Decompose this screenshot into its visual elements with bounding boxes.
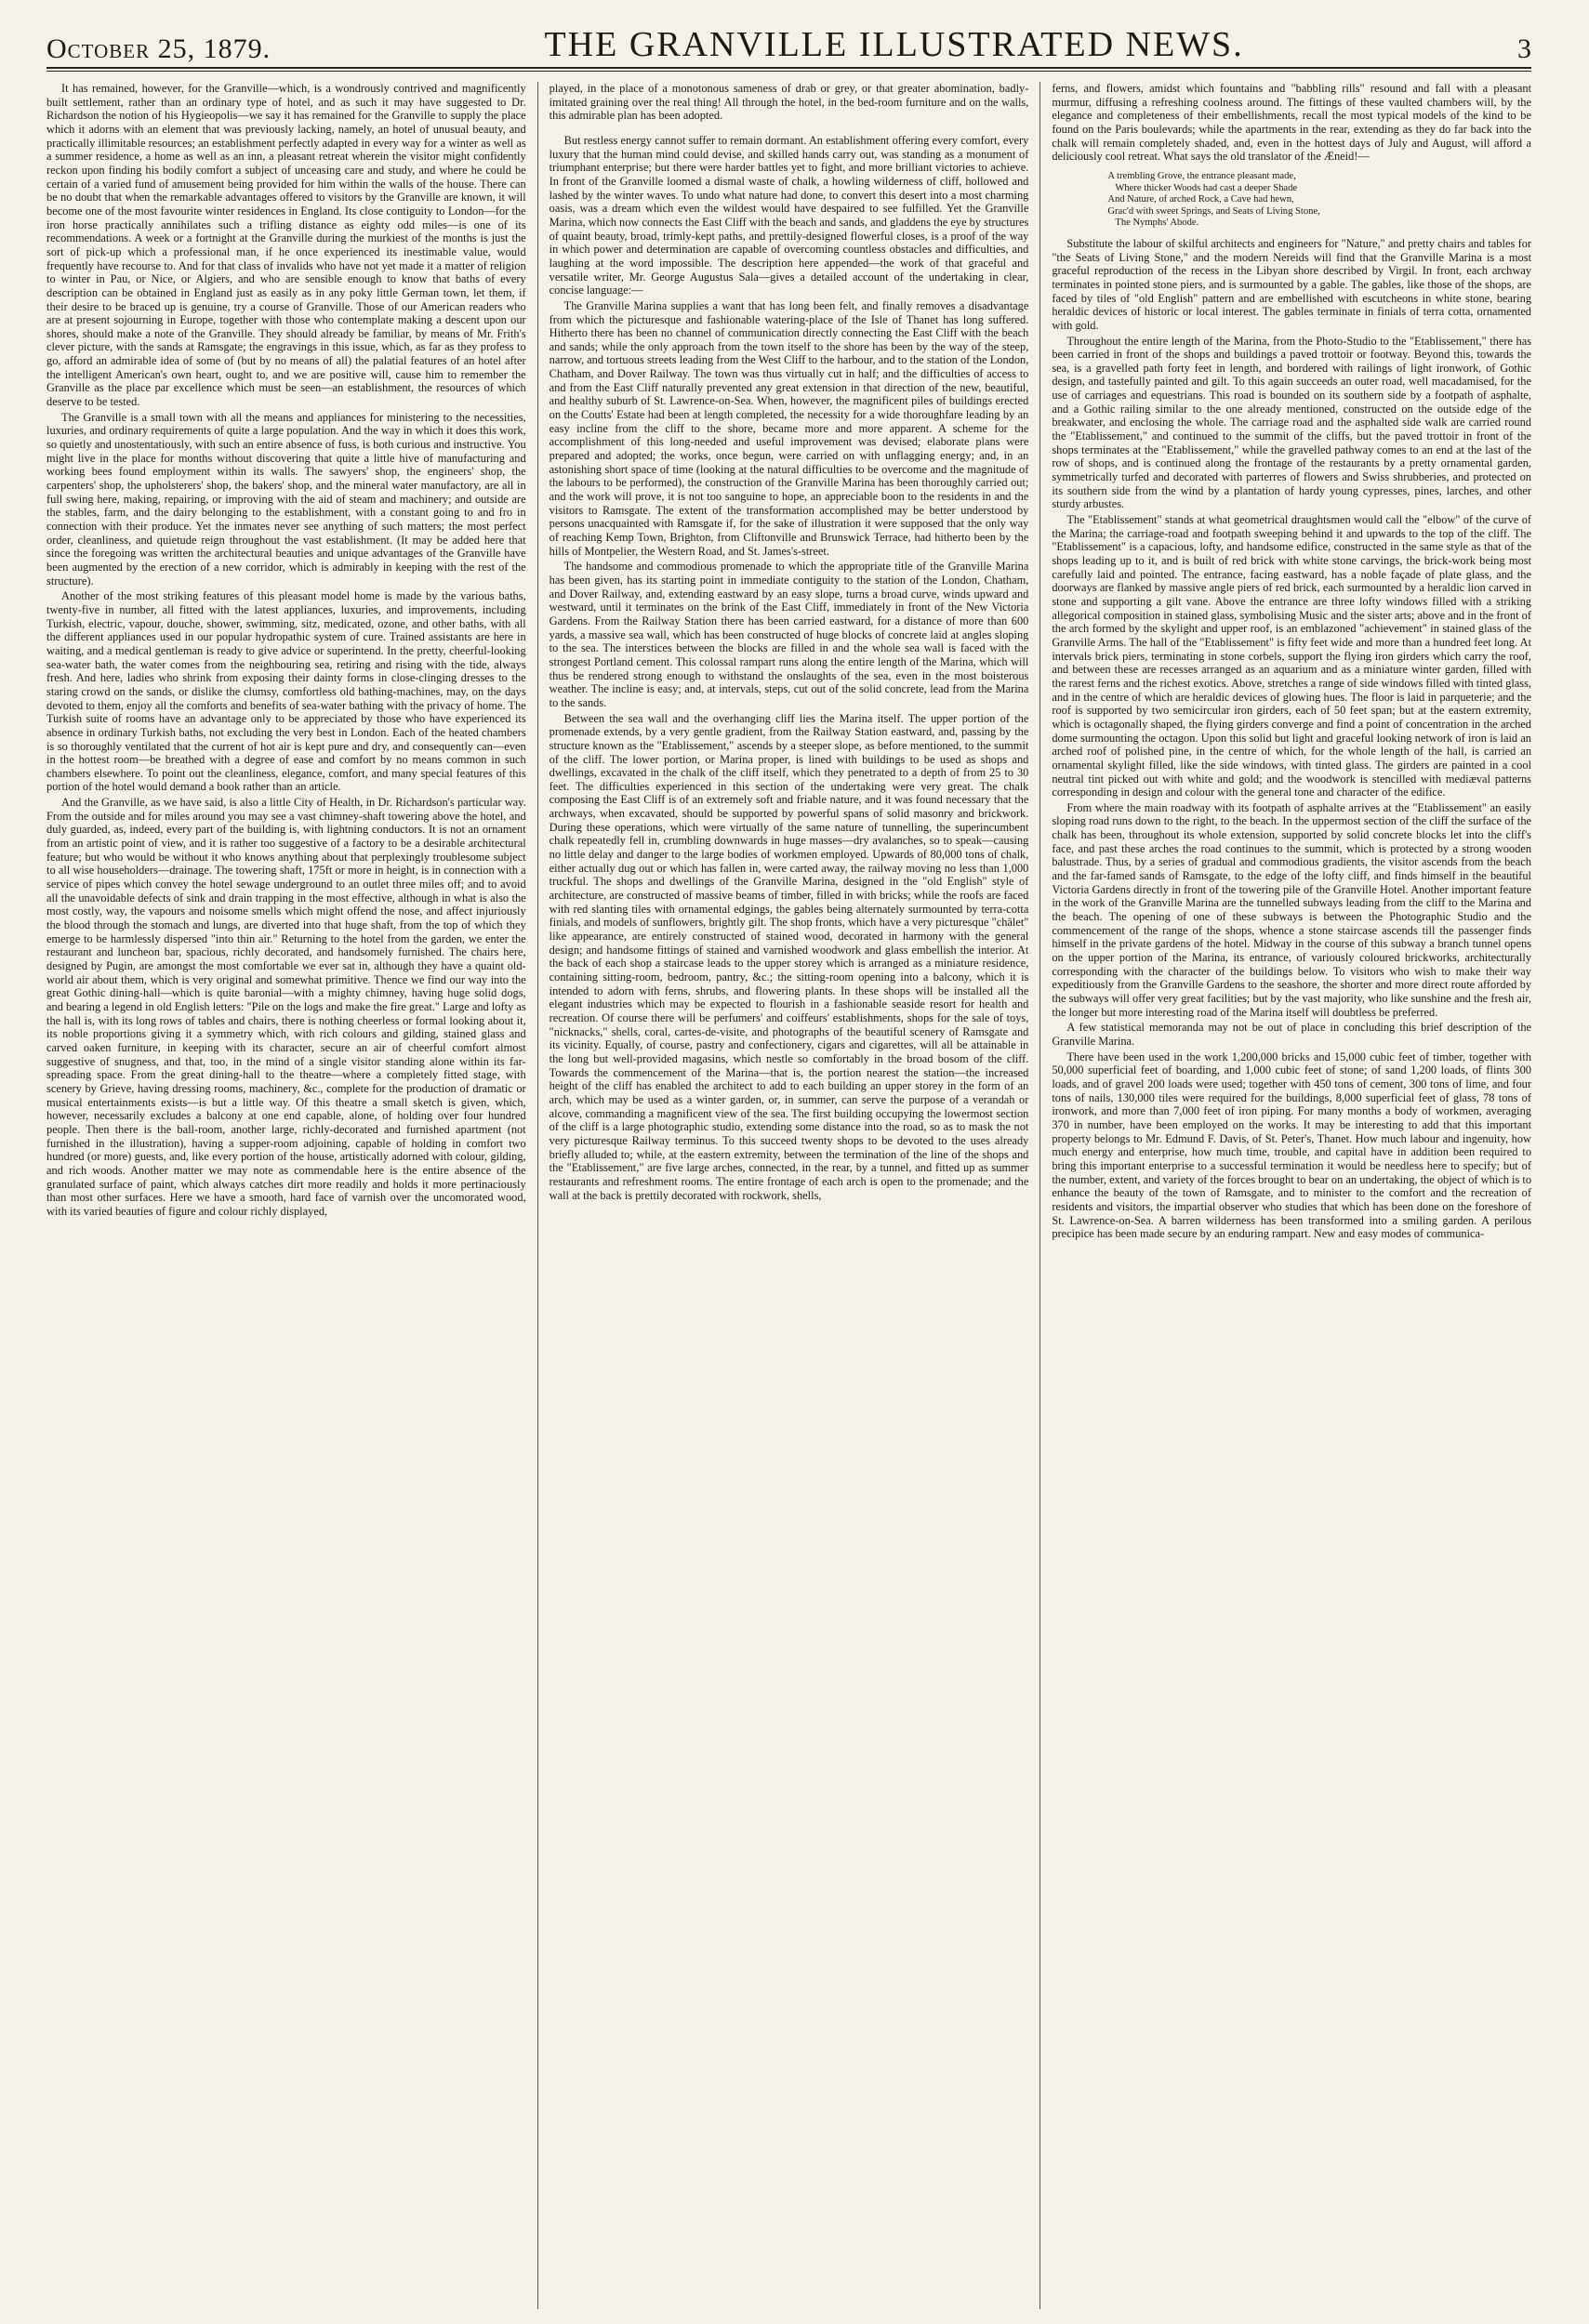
paragraph: played, in the place of a monotonous sameness of drab or grey, or that greater abomination, badly-imitated graining over the real thing! All through the hotel, in the bed-room furniture and on the walls, this admirable plan has been adopted. — [549, 82, 1029, 123]
issue-date: October 25, 1879. — [46, 33, 271, 64]
verse-line: Where thicker Woods had cast a deeper Shade — [1115, 182, 1298, 193]
paragraph: And the Granville, as we have said, is also a little City of Health, in Dr. Richardson's particular way. From the outside and for miles around you may see a vast chimney-shaft towering above the hotel, and duly guarded, as, indeed, every part of the building is, with lightning conductors. It is not an ornament from an artistic point of view, and it is rather too suggestive of a factory to be a desirable architectural feature; but who would be without it who knows anything about that perplexingly troublesome subject to all wise householders—drainage. The towering shaft, 175ft or more in height, is in connection with a service of pipes which convey the hotel sewage underground to an outlet three miles off; and to avoid all the unavoidable defects of sink and drain trapping in the most effective, although in what is also the most costly, way, the vapours and noisome smells which might offend the nose, and affect injuriously the blood through the stomach and lungs, are diverted into that huge shaft, from the top of which they emerge to be harmlessly dispersed "into thin air." Returning to the hotel from the garden, we enter the restaurant and luncheon bar, spacious, richly decorated, and handsomely furnished. The chairs here, designed by Pugin, are amongst the most comfortable we ever sat in, although they have a quaint old-world air about them, which is very original and somewhat primitive. Thence we find our way into the great Gothic dining-hall—which is quite baronial—with a mighty chimney, having huge solid dogs, and bearing a legend in old English letters: "Pile on the logs and make the fire great." Large and lofty as the hall is, with its long rows of tables and chairs, there is nothing cheerless or formal looking about it, its noble proportions giving it a symmetry which, with rich colours and gilding, stained glass and carved oaken furniture, in keeping with its character, secure an air of cheerful comfort almost suggestive of snugness, and that, too, in the mind of a single visitor standing alone within its far-spreading space. From the great dining-hall to the theatre—where a completely fitted stage, with scenery by Grieve, having dressing rooms, machinery, &c., complete for the production of dramatic or musical entertainments exists—is but a little way. Of this theatre a small sketch is given, which, however, necessarily excludes a balcony at one end capable, alone, of holding over four hundred people. Then there is the ball-room, another large, richly-decorated and furnished apartment (not furnished in the illustration), having a supper-room adjoining, capable of holding in comfort two hundred (or more) guests, and, like every portion of the house, artistically adorned with colour, gilding, and rich woods. Another matter we may note as commendable here is the entire absence of the granulated surface of paint, which always catches dirt more readily and holds it more pertinaciously than most other surfaces. Here we have a smooth, hard face of varnish over the uncomorated wood, with its varied beauties of figure and colour richly displayed, — [46, 796, 526, 1218]
paragraph: The "Etablissement" stands at what geometrical draughtsmen would call the "elbow" of the curve of the Marina; the carriage-road and footpath sweeping behind it and upwards to the top of the cliff. The "Etablissement" is a capacious, lofty, and handsome edifice, constructed in the same style as that of the shops leading up to it, and is built of red brick with white stone carvings, the brick-work being most carefully laid and pointed. The entrance, facing eastward, has a noble façade of plate glass, and the doorways are flanked by massive angle piers of red brick, each surmounted by a heraldic lion carved in stone and supporting a gilt vane. Above the entrance are three lofty windows filled with a striking allegorical composition in stained glass, symbolising Music and the sister arts; above and in the front of the arch formed by the skylight and upper roof, is an emblazoned "achievement" in stained glass of the Granville Arms. The hall of the "Etablissement" is fifty feet wide and more than a hundred feet long. At intervals brick piers, terminating in stone corbels, support the flying iron girders which carry the roof, and between these are recesses arranged as an aquarium and as a miniature winter garden, filled with the rarest ferns and the richest exotics. Above, stretches a range of side windows filled with tinted glass, and in the centre of which are heraldic devices of glowing hues. The floor is laid in parqueterie; and the roof is supported by two semicircular iron girders, each of 50 feet span; but at the eastern extremity, which is octagonally shaped, the flying girders converge and find a point of concentration in the arched dome surmounting the octagon. Upon this solid but light and graceful looking network of iron is laid an arched roof of polished pine, in the centre of which, for the whole length of the hall, is carried an ornamental skylight filled, like the side windows, with tinted glass. The girders are painted in a cool neutral tint picked out with white and gold; and the woodwork is stencilled with mediæval patterns corresponding in design and colour with the general tone and character of the edifice. — [1052, 513, 1532, 799]
verse-quotation — [1107, 171, 1531, 230]
article-columns — [46, 82, 1531, 2309]
paragraph: Another of the most striking features of this pleasant model home is made by the various baths, twenty-five in number, all fitted with the latest appliances, luxuries, and improvements, including Turkish, electric, vapour, douche, shower, swimming, sitz, medicated, ozone, and other baths, with all the different appliances used in our popular hydropathic system of cure. Trained assistants are here in waiting, and a medical gentleman is ready to give advice or superintend. In the pretty, cheerful-looking sea-water bath, the water comes from the neighbouring sea, retiring and rising with the tide, always fresh. And here, ladies who shrink from exposing their dainty forms in close-clinging dresses to the staring crowd on the sands, or dislike the clumsy, comfortless old bathing-machines, may, on the days devoted to them, enjoy all the comforts and benefits of sea-water bathing with the privacy of home. The Turkish suite of rooms have an advantage only to be appreciated by those who have experienced its absence in ordinary Turkish baths, not excluding the very best in London. Each of the heated chambers is so thoroughly ventilated that the current of hot air is kept pure and dry, and consequently can—even in the hottest room—be breathed with a degree of ease and comfort by no means common in such chambers elsewhere. To point out the cleanliness, elegance, comfort, and many special features of this portion of the hotel would demand a book rather than an article. — [46, 589, 526, 794]
column-3 — [1039, 82, 1531, 2309]
paragraph: A few statistical memoranda may not be out of place in concluding this brief description of the Granville Marina. — [1052, 1021, 1532, 1048]
column-1 — [46, 82, 537, 2309]
verse-line: Grac'd with sweet Springs, and Seats of Living Stone, — [1107, 205, 1320, 217]
paragraph: Throughout the entire length of the Marina, from the Photo-Studio to the "Etablissement," there has been carried in front of the shops and buildings a paved trottoir or footway. Beyond this, towards the sea, is a gravelled path forty feet in length, and bordered with railings of light ironwork, of Gothic design, and tastefully painted and gilt. To this again succeeds an outer road, well macadamised, for the use of carriages and equestrians. This road is bounded on its southern side by a footpath of asphalte, and a Gothic railing similar to the one already mentioned, constructed on the outside edge of the breakwater, and enclosing the whole. The carriage road and the asphalted side walk are carried round the "Etablissement," and continued to the summit of the cliffs, but the paved trottoir in front of the shops terminates at the "Etablissement," while the gravelled pathway comes to an end at the last of the row of shops, and is continued along the frontage of the restaurants by a pretty ornamental garden, symmetrically turfed and decorated with parterres of flowers and Swiss shrubberies, and protected on its southern side from the wind by a plantation of hardy young cypresses, pines, larches, and other sturdy arbustes. — [1052, 334, 1532, 511]
paragraph: It has remained, however, for the Granville—which, is a wondrously contrived and magnificently built settlement, rather than an ordinary type of hotel, and as such it may have suggested to Dr. Richardson the notion of his Hygieopolis—we say it has remained for the Granville to supply the place which it adorns with an element that was previously lacking, namely, an hotel of unusual beauty, and practically illimitable resources; an establishment perfectly adapted in every way for a winter as well as a summer residence, a home as well as an inn, a pleasant retreat wherein the visitor might confidently reckon upon finding his bodily comfort a subject of unceasing care and study, and where he could be certain of a varied fund of amusement being provided for him within the walls of the house. There can be no doubt that when the remarkable advantages offered to visitors by the Granville are known, it will become one of the most favourite winter residences in England. Its close contiguity to London—for the iron horse practically annihilates such a trifling distance as eighty odd miles—is one of its recommendations. A week or a fortnight at the Granville during the murkiest of the months is just the sort of pick-up which a professional man, if he once experienced its inestimable value, would frequently have recourse to. And for that class of invalids who have not yet made it a matter of religion to winter in Pau, or Nice, or Algiers, and who are sensible enough to know that baths of every description can be obtained in England just as easily as in any poky little German town, let them, if their desire to be braced up is genuine, try a course of Granville. Those of our American readers who are at present sojourning in Europe, together with those who contemplate making a descent upon our shores, should make a note of the Granville. They should already be familiar, by means of Mr. Frith's clever picture, with the sands at Ramsgate; the engravings in this issue, which, as far as they profess to go, afford an admirable idea of some of (but by no means of all) the palatial features of an hotel after the intelligent American's own heart, ought to, and we are positive will, cause him to remember the Granville as the place par excellence which must be seen—an establishment, the resources of which deserve to be tested. — [46, 82, 526, 409]
paragraph: The handsome and commodious promenade to which the appropriate title of the Granville Marina has been given, has its starting point in immediate contiguity to the station of the London, Chatham, and Dover Railway, and, extending eastward by an easy slope, turns a broad curve, winds upward and westward, until it terminates on the brink of the East Cliff, immediately in front of the New Victoria Gardens. From the Railway Station there has been carried eastward, for a distance of more than 600 yards, a massive sea wall, which has been constructed of huge blocks of concrete laid at angles sloping to the sea. The interstices between the blocks are filled in and the whole sea wall is faced with the strongest Portland cement. This colossal rampart runs along the entire length of the Marina, which will thus be rendered strong enough to withstand the onslaughts of the sea, even in the most boisterous weather. The incline is easy; and, at intervals, steps, cut out of the solid concrete, lead from the Marina to the sands. — [549, 560, 1029, 709]
verse-line: A trembling Grove, the entrance pleasant made, — [1107, 170, 1296, 181]
page-number: 3 — [1517, 33, 1531, 64]
page-header — [46, 26, 1531, 65]
header-rule — [46, 67, 1531, 72]
paragraph: There have been used in the work 1,200,000 bricks and 15,000 cubic feet of timber, together with 50,000 superficial feet of boarding, and 1,000 cubic feet of stone; of sand 1,200 loads, of flints 300 loads, and of gravel 200 loads were used; together with 450 tons of cement, 300 tons of lime, and four tons of nails, 130,000 tiles were required for the buildings, 8,000 superficial feet of glass, 78 tons of ironwork, and more than 7,000 feet of iron piping. For many months a body of workmen, averaging 370 in number, have been employed on the works. It may be interesting to add that this important property belongs to Mr. Edmund F. Davis, of St. Peter's, Thanet. How much labour and ingenuity, how much energy and enterprise, how much time, trouble, and capital have in addition been required to bring this important enterprise to a successful termination it would be needless here to specify; but of the number, extent, and variety of the forces brought to bear on an undertaking, the object of which is to enhance the beauty of the town of Ramsgate, and to minister to the comfort and the recreation of residents and visitors, the impartial observer who studies that which has been done on the foreshore of St. Lawrence-on-Sea. A barren wilderness has been transformed into a smiling garden. A perilous precipice has been made secure by an enduring rampart. New and easy modes of communica- — [1052, 1050, 1532, 1241]
verse-line: And Nature, of arched Rock, a Cave had hewn, — [1107, 194, 1294, 205]
paragraph: The Granville is a small town with all the means and appliances for ministering to the necessities, luxuries, and ordinary requirements of quite a large population. And the way in which it does this work, so quietly and unostentatiously, with such an entire absence of fuss, is both curious and instructive. You might live in the place for months without discovering that quite a little hive of manufacturing and working bees found employment within its walls. The sawyers' shop, the engineers' shop, the carpenters' shop, the upholsterers' shop, the bakers' shop, and the mineral water manufactory, are all in full swing here, making, repairing, or improving with the aid of steam and machinery; and outside are the stables, farm, and the dairy belonging to the establishment, with a constant going to and fro in connection with their produce. Yet the inmates never see anything of such matters; the most perfect order, cleanliness, and quietude reign throughout the vast establishment. (It may be added here that since the foregoing was written the architectural beauties and unique advantages of the Granville have been augmented by the erection of a new corridor, which is admirably in keeping with the rest of the structure). — [46, 410, 526, 588]
verse-line: The Nymphs' Abode. — [1115, 218, 1199, 229]
newspaper-title: THE GRANVILLE ILLUSTRATED NEWS. — [544, 25, 1244, 64]
paragraph: Substitute the labour of skilful architects and engineers for "Nature," and pretty chairs and tables for "the Seats of Living Stone," and the modern Nereids will find that the Granville Marina is a most graceful reproduction of the recess in the Libyan shore described by Virgil. In front, each archway terminates in pointed stone piers, and is surmounted by a gable. The gables, like those of the shops, are faced by tiles of "old English" pattern and are embellished with escutcheons in white stone, bearing heraldic devices of historic or local interest. The gables terminate in finials of terra cotta, ornamented with gold. — [1052, 236, 1532, 332]
paragraph: ferns, and flowers, amidst which fountains and "babbling rills" resound and fall with a pleasant murmur, diffusing a refreshing coolness around. The fittings of these vaulted chambers will, by the elegance and completeness of their embellishments, recall the most typical models of the kind to be found on the Paris boulevards; while the apartments in the rear, extending as they do far back into the chalk will remain completely shaded, and, even in the hottest days of July and August, will afford a deliciously cool retreat. What says the old translator of the Æneid!— — [1052, 82, 1532, 164]
paragraph: Between the sea wall and the overhanging cliff lies the Marina itself. The upper portion of the promenade extends, by a very gentle gradient, from the Railway Station eastward, and, passing by the structure known as the "Etablissement," ascends by a steeper slope, as before mentioned, to the summit of the cliff. The lower portion, or Marina proper, is lined with buildings to be used as shops and dwellings, excavated in the chalk of the cliff itself, which they penetrated to a depth of from 25 to 30 feet. The difficulties experienced in this section of the undertaking were very great. The chalk composing the East Cliff is of an extremely soft and friable nature, and it was found necessary that the archways, when excavated, should be supported by powerful spans of solid masonry and brickwork. During these operations, which were virtually of the same nature of tunnelling, the superincumbent chalk repeatedly fell in, crumbling downwards in huge masses—dry avalanches, so to speak—causing no little delay and danger to the large bodies of workmen employed. Upwards of 80,000 tons of chalk, either actually dug out or which has fallen in, were carted away, the railway moving no less than 1,000 truckful. The shops and dwellings of the Granville Marina, designed in the "old English" style of architecture, are constructed of massive beams of timber, filled in with bricks; while the roofs are faced with red slanting tiles with ornamental edgings, the gables being alternately surmounted by terra-cotta finials, and models of sunflowers, brightly gilt. The shop fronts, which have a very picturesque "châlet" like appearance, are entirely constructed of stained wood, decorated in harmony with the general design; and handsome fittings of stained and varnished woodwork and glass embellish the interior. At the back of each shop a staircase leads to the upper storey which is arranged as a miniature residence, containing sitting-room, bedroom, pantry, &c.; the sitting-room opening into a balcony, which it is intended to adorn with ferns, shrubs, and flowering plants. In these shops will be installed all the elegant industries which may be expected to flourish in a fashionable seaside resort for health and recreation. Of course there will be perfumers' and coiffeurs' establishments, shops for the sale of toys, "nicknacks," shells, coral, cartes-de-visite, and photographs of the beautiful scenery of Ramsgate and its vicinity. Equally, of course, pastry and confectionery, cigars and cigarettes, will all be attainable in the long but well-provided magasins, which nestle so comfortably in the broad bosom of the cliff. Towards the commencement of the Marina—that is, the portion nearest the station—the increased height of the cliff has enabled the architect to add to each building an upper storey in the form of an arch, which may be used as a winter garden, or, in summer, can serve the purpose of a verandah or alcove, commanding a magnificent view of the sea. The first building occupying the lowermost section of the cliff is a large photographic studio, extending some distance into the road, so as to mask the not very picturesque Railway terminus. To this succeed twenty shops to be devoted to the uses already briefly alluded to; while, at the eastern extremity, between the termination of the line of the shops and the "Etablissement," are five large arches, connected, in the rear, by a tunnel, and fitted up as summer restaurants and refreshment rooms. The entire frontage of each arch is open to the promenade; and the wall at the back is prettily decorated with rockwork, shells, — [549, 711, 1029, 1202]
paragraph: But restless energy cannot suffer to remain dormant. An establishment offering every comfort, every luxury that the human mind could devise, and skilled hands carry out, was standing as a monument of triumphant enterprise; but there were harder battles yet to fight, and more brilliant victories to achieve. In front of the Granville loomed a dismal waste of chalk, a howling wilderness of cliff, hollowed and lashed by the winter waves. To undo what nature had done, to convert this desert into a most charming oasis, was a dream which even the wildest would have despaired to see fulfilled. Yet the Granville Marina, which now connects the East Cliff with the beach and sands, and gladdens the eye by structures of quaint beauty, broad, trimly-kept paths, and prettily-designed flowerful closes, is a proof of the way in which power and determination are capable of overcoming countless obstacles and difficulties, and laughing at the word impossible. The description here appended—the work of that graceful and versatile writer, Mr. George Augustus Sala—gives a detailed account of the undertaking in clear, concise language:— — [549, 133, 1029, 297]
paragraph: The Granville Marina supplies a want that has long been felt, and finally removes a disadvantage from which the picturesque and fashionable watering-place of the Isle of Thanet has long suffered. Hitherto there has been no channel of communication directly connecting the East Cliff with the beach and sands; while the only approach from the town itself to the shore has been by the way of the steep, narrow, and tortuous streets leading from the West Cliff to the harbour, and to the station of the London, Chatham, and Dover Railway. The town was thus virtually cut in half; and the difficulties of access to and from the East Cliff naturally prevented any great extension in that direction of the new, beautiful, and healthy suburb of St. Lawrence-on-Sea. When, however, the magnificent piles of buildings erected on the Coutts' Estate had been at length completed, the necessity for a wide thoroughfare leading by an easy incline from the cliff to the shore, became more and more apparent. A scheme for the accomplishment of this long-needed and useful improvement was devised; elaborate plans were prepared and adopted; the works, once begun, were carried on with unflagging energy; and, in an astonishing short space of time (looking at the natural difficulties to be overcome and the magnitude of the labours to be performed), the construction of the Granville Marina has been thoroughly carried out; and the work will prove, it is not too sanguine to hope, an appreciable boon to the residents in and the visitors to Ramsgate. The extent of the transformation accomplished may be better understood by persons unacquainted with Ramsgate if, for the sake of illustration it were supposed that the only way of reaching Kemp Town, Brighton, from Cliftonville and Brunswick Terrace, had hitherto been by the hills of Montpelier, the Western Road, and St. James's-street. — [549, 298, 1029, 558]
column-2 — [537, 82, 1040, 2309]
paragraph: From where the main roadway with its footpath of asphalte arrives at the "Etablissement" an easily sloping road runs down to the right, to the beach. In the uppermost section of the cliff the surface of the chalk has been, throughout its whole extension, supported by solid concrete blocks let into the cliff's face, and past these arches the road continues to the summit, which is protected by a strong wooden balustrade. Thus, by a series of gradual and commodious gradients, the visitor ascends from the beach and the far-famed sands of Ramsgate, to the edge of the lofty cliff, and finds himself in the beautiful Victoria Gardens directly in front of the towering pile of the Granville Hotel. Another important feature in the work of the Granville Marina are the tunnelled subways leading from the cliff to the Marina and the beach. The opening of one of these subways is between the Photographic Studio and the commencement of the range of the shops, whence a stone staircase ascends till the passenger finds himself in the private gardens of the hotel. Midway in the course of this subway a branch tunnel opens on the upper portion of the Marina, its entrance, of variously coloured brickworks, architecturally corresponding with the character of the buildings below. To visitors who wish to make their way expeditiously from the Granville Gardens to the seashore, the shorter and more direct route afforded by the subways will offer very great facilities; but by the vast majority, who like sunshine and the fresh air, the longer but more interesting road of the Marina itself will doubtless be preferred. — [1052, 800, 1532, 1019]
